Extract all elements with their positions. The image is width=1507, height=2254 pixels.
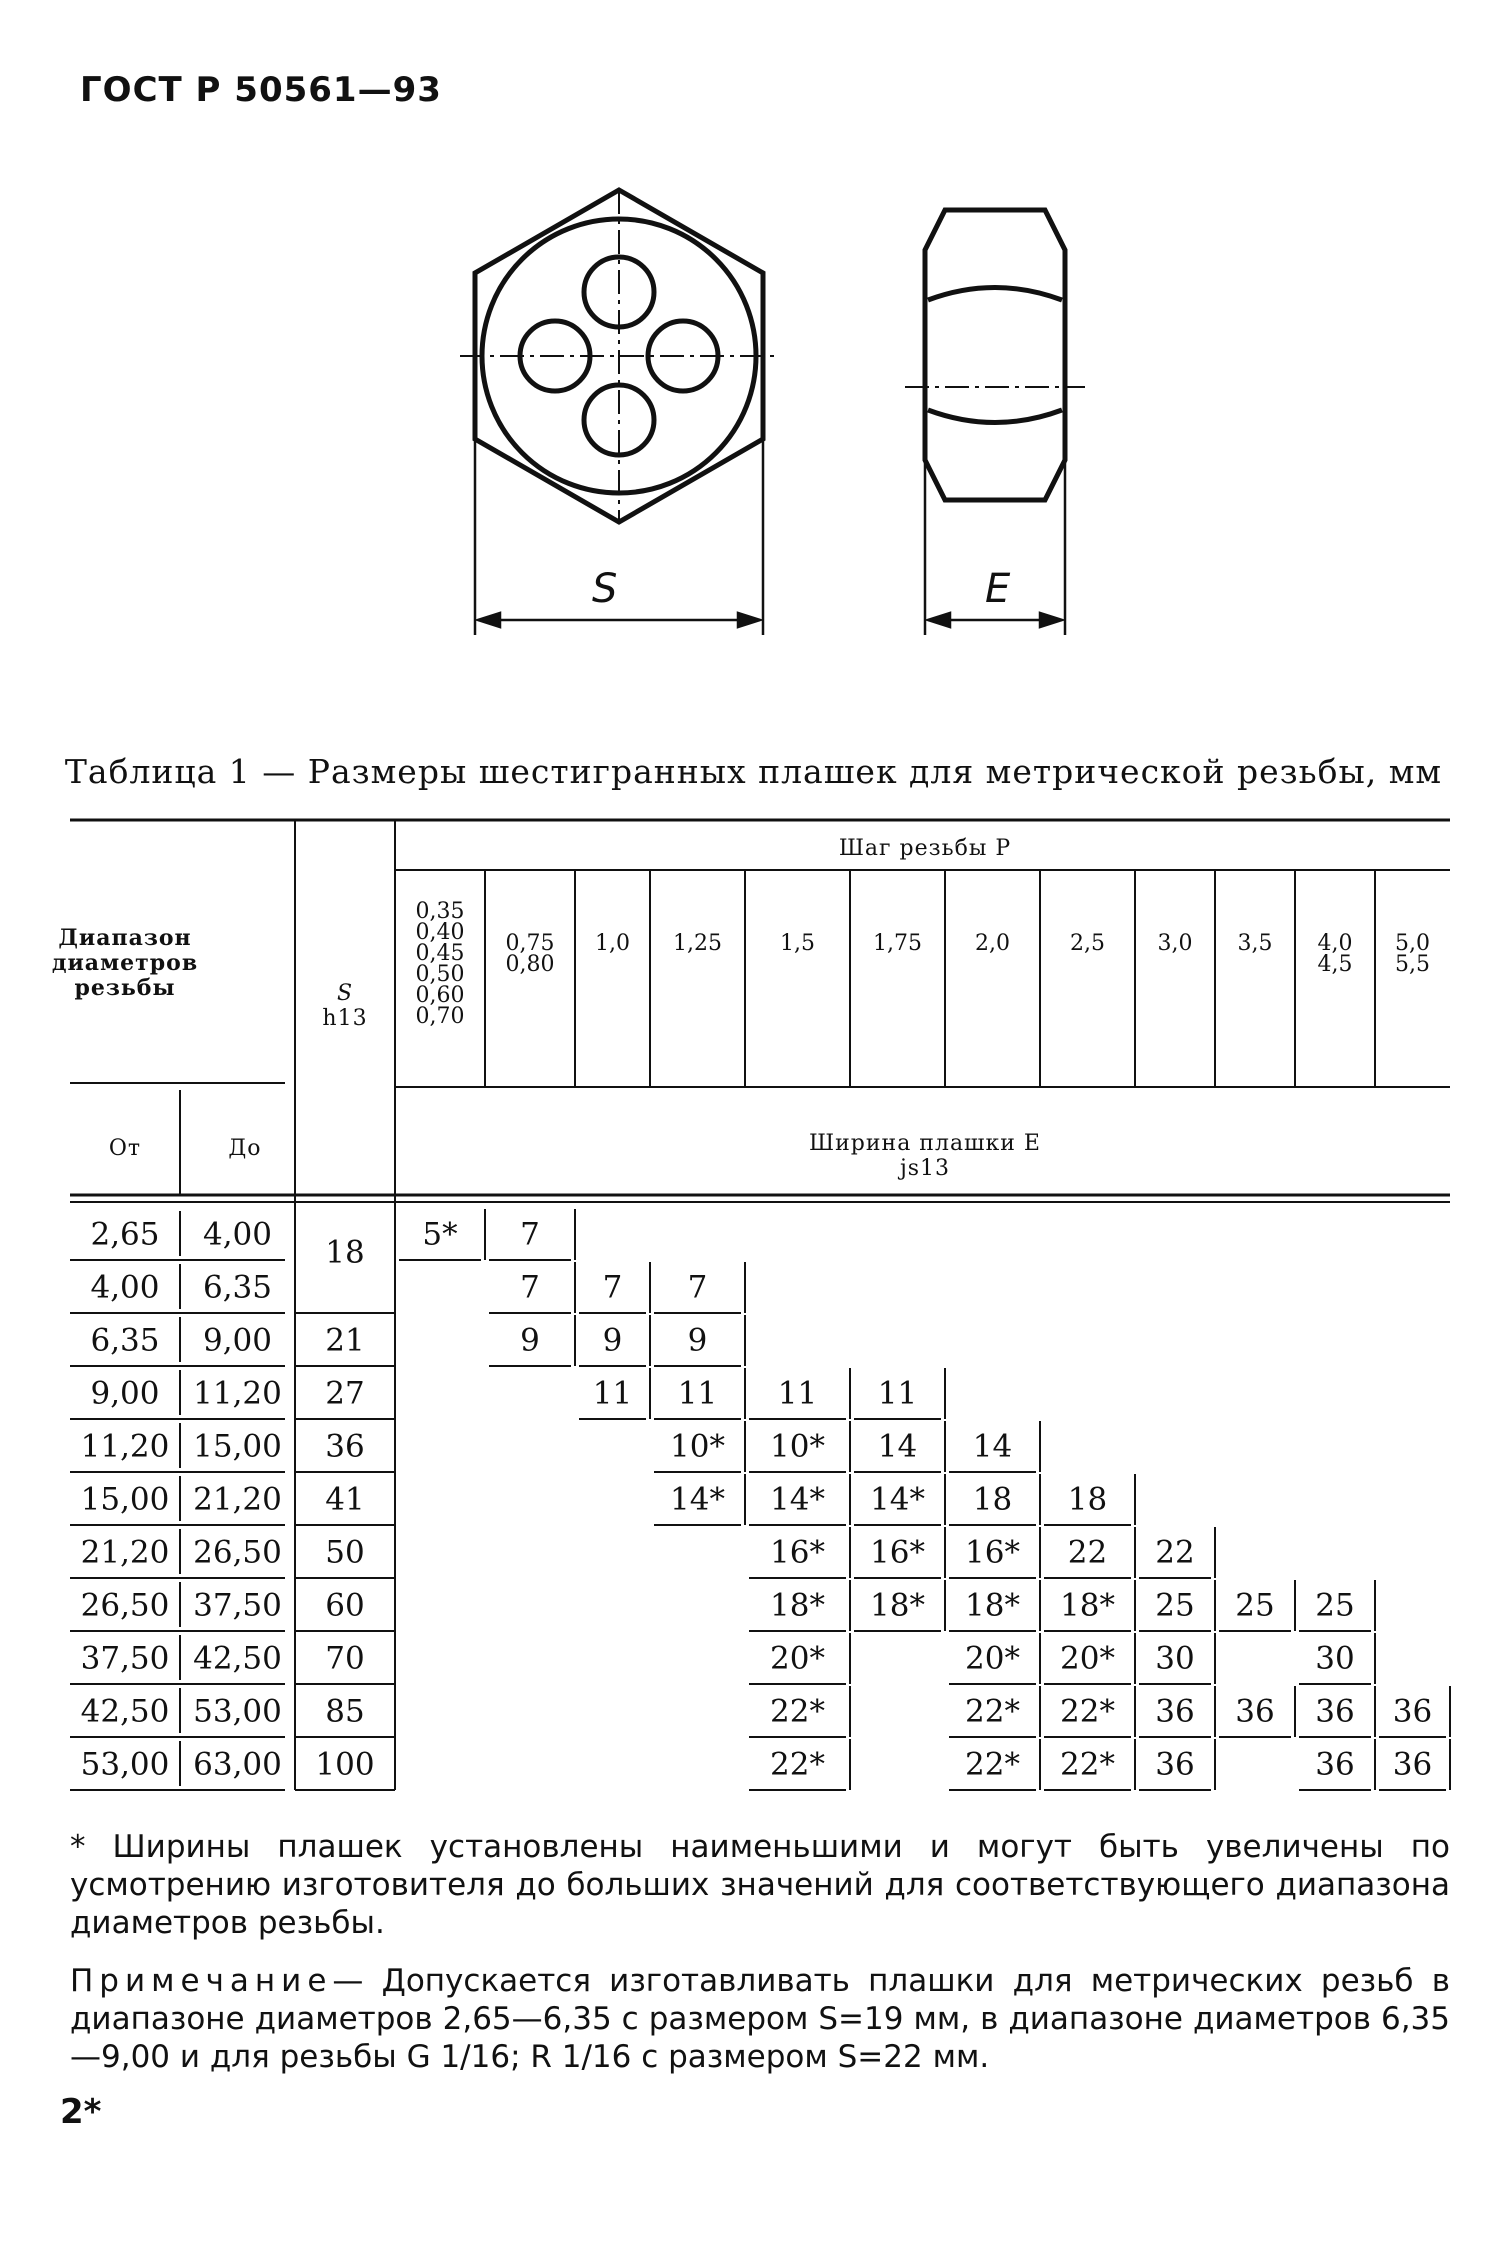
width-value: 18*: [965, 1587, 1020, 1624]
note: [70, 1962, 1450, 2076]
range-from: 42,50: [80, 1693, 170, 1730]
width-value: 7: [520, 1216, 540, 1253]
width-value: 14*: [870, 1481, 925, 1518]
range-header-line: резьбы: [74, 975, 176, 1001]
s-header: S: [336, 981, 354, 1006]
width-value: 20*: [770, 1640, 825, 1677]
width-value: 25: [1235, 1587, 1275, 1624]
range-from: 9,00: [90, 1375, 160, 1412]
range-to: 15,00: [193, 1428, 282, 1465]
s-tolerance: h13: [322, 1006, 368, 1031]
range-to: 26,50: [193, 1534, 282, 1571]
width-tolerance: js13: [899, 1156, 951, 1181]
pitch-value: 0,80: [505, 952, 555, 977]
pitch-value: 2,0: [975, 931, 1010, 956]
width-value: 9: [520, 1322, 540, 1359]
width-value: 5*: [422, 1216, 458, 1253]
width-value: 18: [972, 1481, 1013, 1518]
width-value: 36: [1315, 1693, 1355, 1730]
pitch-value: 3,5: [1237, 931, 1273, 956]
width-value: 36: [1235, 1693, 1275, 1730]
width-value: 30: [1155, 1640, 1195, 1677]
width-value: 11: [877, 1375, 918, 1412]
pitch-value: 0,50: [415, 962, 465, 987]
s-value: 41: [325, 1481, 365, 1518]
pitch-value: 4,5: [1317, 952, 1353, 977]
note-lead: Примечание: [70, 1963, 333, 1999]
width-value: 36: [1392, 1693, 1433, 1730]
range-from: 6,35: [90, 1322, 160, 1359]
width-value: 14*: [670, 1481, 725, 1518]
range-to: 21,20: [193, 1481, 282, 1518]
width-value: 10*: [770, 1428, 825, 1465]
width-value: 7: [602, 1269, 623, 1306]
range-from: 37,50: [80, 1640, 170, 1677]
width-value: 22*: [965, 1746, 1020, 1783]
range-header-line: Диапазон: [58, 925, 192, 951]
pitch-group-header: Шаг резьбы P: [838, 836, 1012, 861]
width-value: 25: [1315, 1587, 1355, 1624]
pitch-value: 0,40: [415, 920, 465, 945]
width-value: 25: [1155, 1587, 1195, 1624]
width-value: 22*: [1060, 1746, 1115, 1783]
pitch-value: 0,60: [415, 983, 465, 1008]
width-value: 36: [1315, 1746, 1355, 1783]
s-value: 36: [325, 1428, 365, 1465]
range-to: 9,00: [202, 1322, 273, 1359]
width-value: 10*: [670, 1428, 725, 1465]
footnote: * Ширины плашек установлены наименьшими и могут быть увеличены по усмотрению изготовителя до больших значений для соответствующего диапазона диаметров резьбы.: [70, 1829, 1450, 1941]
width-value: 22*: [965, 1693, 1020, 1730]
range-to: 11,20: [193, 1375, 282, 1412]
e-dimension-label: E: [985, 566, 1011, 612]
document-header: ГОСТ Р 50561—93: [80, 70, 442, 110]
width-group-header: Ширина плашки E: [809, 1131, 1041, 1156]
pitch-value: 4,0: [1317, 931, 1353, 956]
range-to: 42,50: [193, 1640, 282, 1677]
pitch-value: 0,35: [415, 899, 465, 924]
page-mark: 2*: [60, 2092, 102, 2132]
range-from: 11,20: [80, 1428, 170, 1465]
width-value: 36: [1155, 1746, 1195, 1783]
width-value: 16*: [965, 1534, 1020, 1571]
width-value: 7: [520, 1269, 540, 1306]
pitch-value: 1,5: [780, 931, 815, 956]
note-text: — Допускается изготавливать плашки для метрических резьб в диапазоне диаметров 2,65—6,35 с размером S=19 мм, в диапазоне диаметров 6,35—9,00 и для резьбы G 1/16; R 1/16 с размером S=22 мм.: [70, 1963, 1450, 2075]
s-value: 100: [315, 1746, 375, 1783]
width-value: 36: [1392, 1746, 1433, 1783]
range-to: 4,00: [202, 1216, 273, 1253]
range-header-line: диаметров: [51, 950, 199, 976]
range-from: 2,65: [90, 1216, 160, 1253]
width-value: 36: [1155, 1693, 1195, 1730]
s-value: 27: [325, 1375, 365, 1412]
width-value: 11: [777, 1375, 818, 1412]
width-value: 22: [1067, 1534, 1108, 1571]
to-header: До: [228, 1136, 262, 1161]
width-value: 16*: [870, 1534, 925, 1571]
pitch-value: 1,75: [873, 931, 922, 956]
s-value: 18: [325, 1234, 365, 1271]
pitch-value: 5,5: [1395, 952, 1430, 977]
width-value: 16*: [770, 1534, 825, 1571]
range-from: 53,00: [80, 1746, 170, 1783]
width-value: 7: [687, 1269, 708, 1306]
pitch-value: 0,45: [415, 941, 465, 966]
width-value: 20*: [1060, 1640, 1115, 1677]
s-value: 50: [325, 1534, 365, 1571]
pitch-value: 1,25: [673, 931, 722, 956]
pitch-value: 2,5: [1070, 931, 1105, 956]
width-value: 14*: [770, 1481, 825, 1518]
pitch-value: 0,70: [415, 1004, 465, 1029]
s-value: 60: [325, 1587, 365, 1624]
s-value: 21: [325, 1322, 365, 1359]
pitch-value: 1,0: [595, 931, 630, 956]
width-value: 11: [677, 1375, 718, 1412]
range-from: 26,50: [80, 1587, 170, 1624]
pitch-value: 5,0: [1395, 931, 1430, 956]
s-dimension-label: S: [592, 566, 618, 612]
width-value: 18*: [1060, 1587, 1115, 1624]
width-value: 18*: [870, 1587, 925, 1624]
s-value: 85: [325, 1693, 365, 1730]
range-to: 53,00: [193, 1693, 282, 1730]
s-value: 70: [325, 1640, 365, 1677]
width-value: 18: [1067, 1481, 1108, 1518]
range-to: 63,00: [193, 1746, 282, 1783]
width-value: 22*: [1060, 1693, 1115, 1730]
width-value: 11: [592, 1375, 633, 1412]
range-to: 37,50: [193, 1587, 282, 1624]
width-value: 20*: [965, 1640, 1020, 1677]
width-value: 14: [877, 1428, 918, 1465]
from-header: От: [108, 1136, 142, 1161]
die-drawing: [0, 150, 1507, 670]
side-view-outline: [925, 210, 1065, 500]
pitch-value: 3,0: [1157, 931, 1193, 956]
width-value: 30: [1315, 1640, 1355, 1677]
range-from: 4,00: [90, 1269, 160, 1306]
range-from: 21,20: [80, 1534, 170, 1571]
width-value: 14: [972, 1428, 1013, 1465]
width-value: 9: [687, 1322, 708, 1359]
range-from: 15,00: [80, 1481, 170, 1518]
table-title: Таблица 1 — Размеры шестигранных плашек для метрической резьбы, мм: [64, 752, 1443, 791]
dimensions-table: [0, 800, 1507, 1810]
width-value: 22*: [770, 1693, 825, 1730]
width-value: 22: [1155, 1534, 1195, 1571]
range-to: 6,35: [202, 1269, 273, 1306]
width-value: 18*: [770, 1587, 825, 1624]
pitch-value: 0,75: [505, 931, 555, 956]
width-value: 22*: [770, 1746, 825, 1783]
width-value: 9: [602, 1322, 623, 1359]
